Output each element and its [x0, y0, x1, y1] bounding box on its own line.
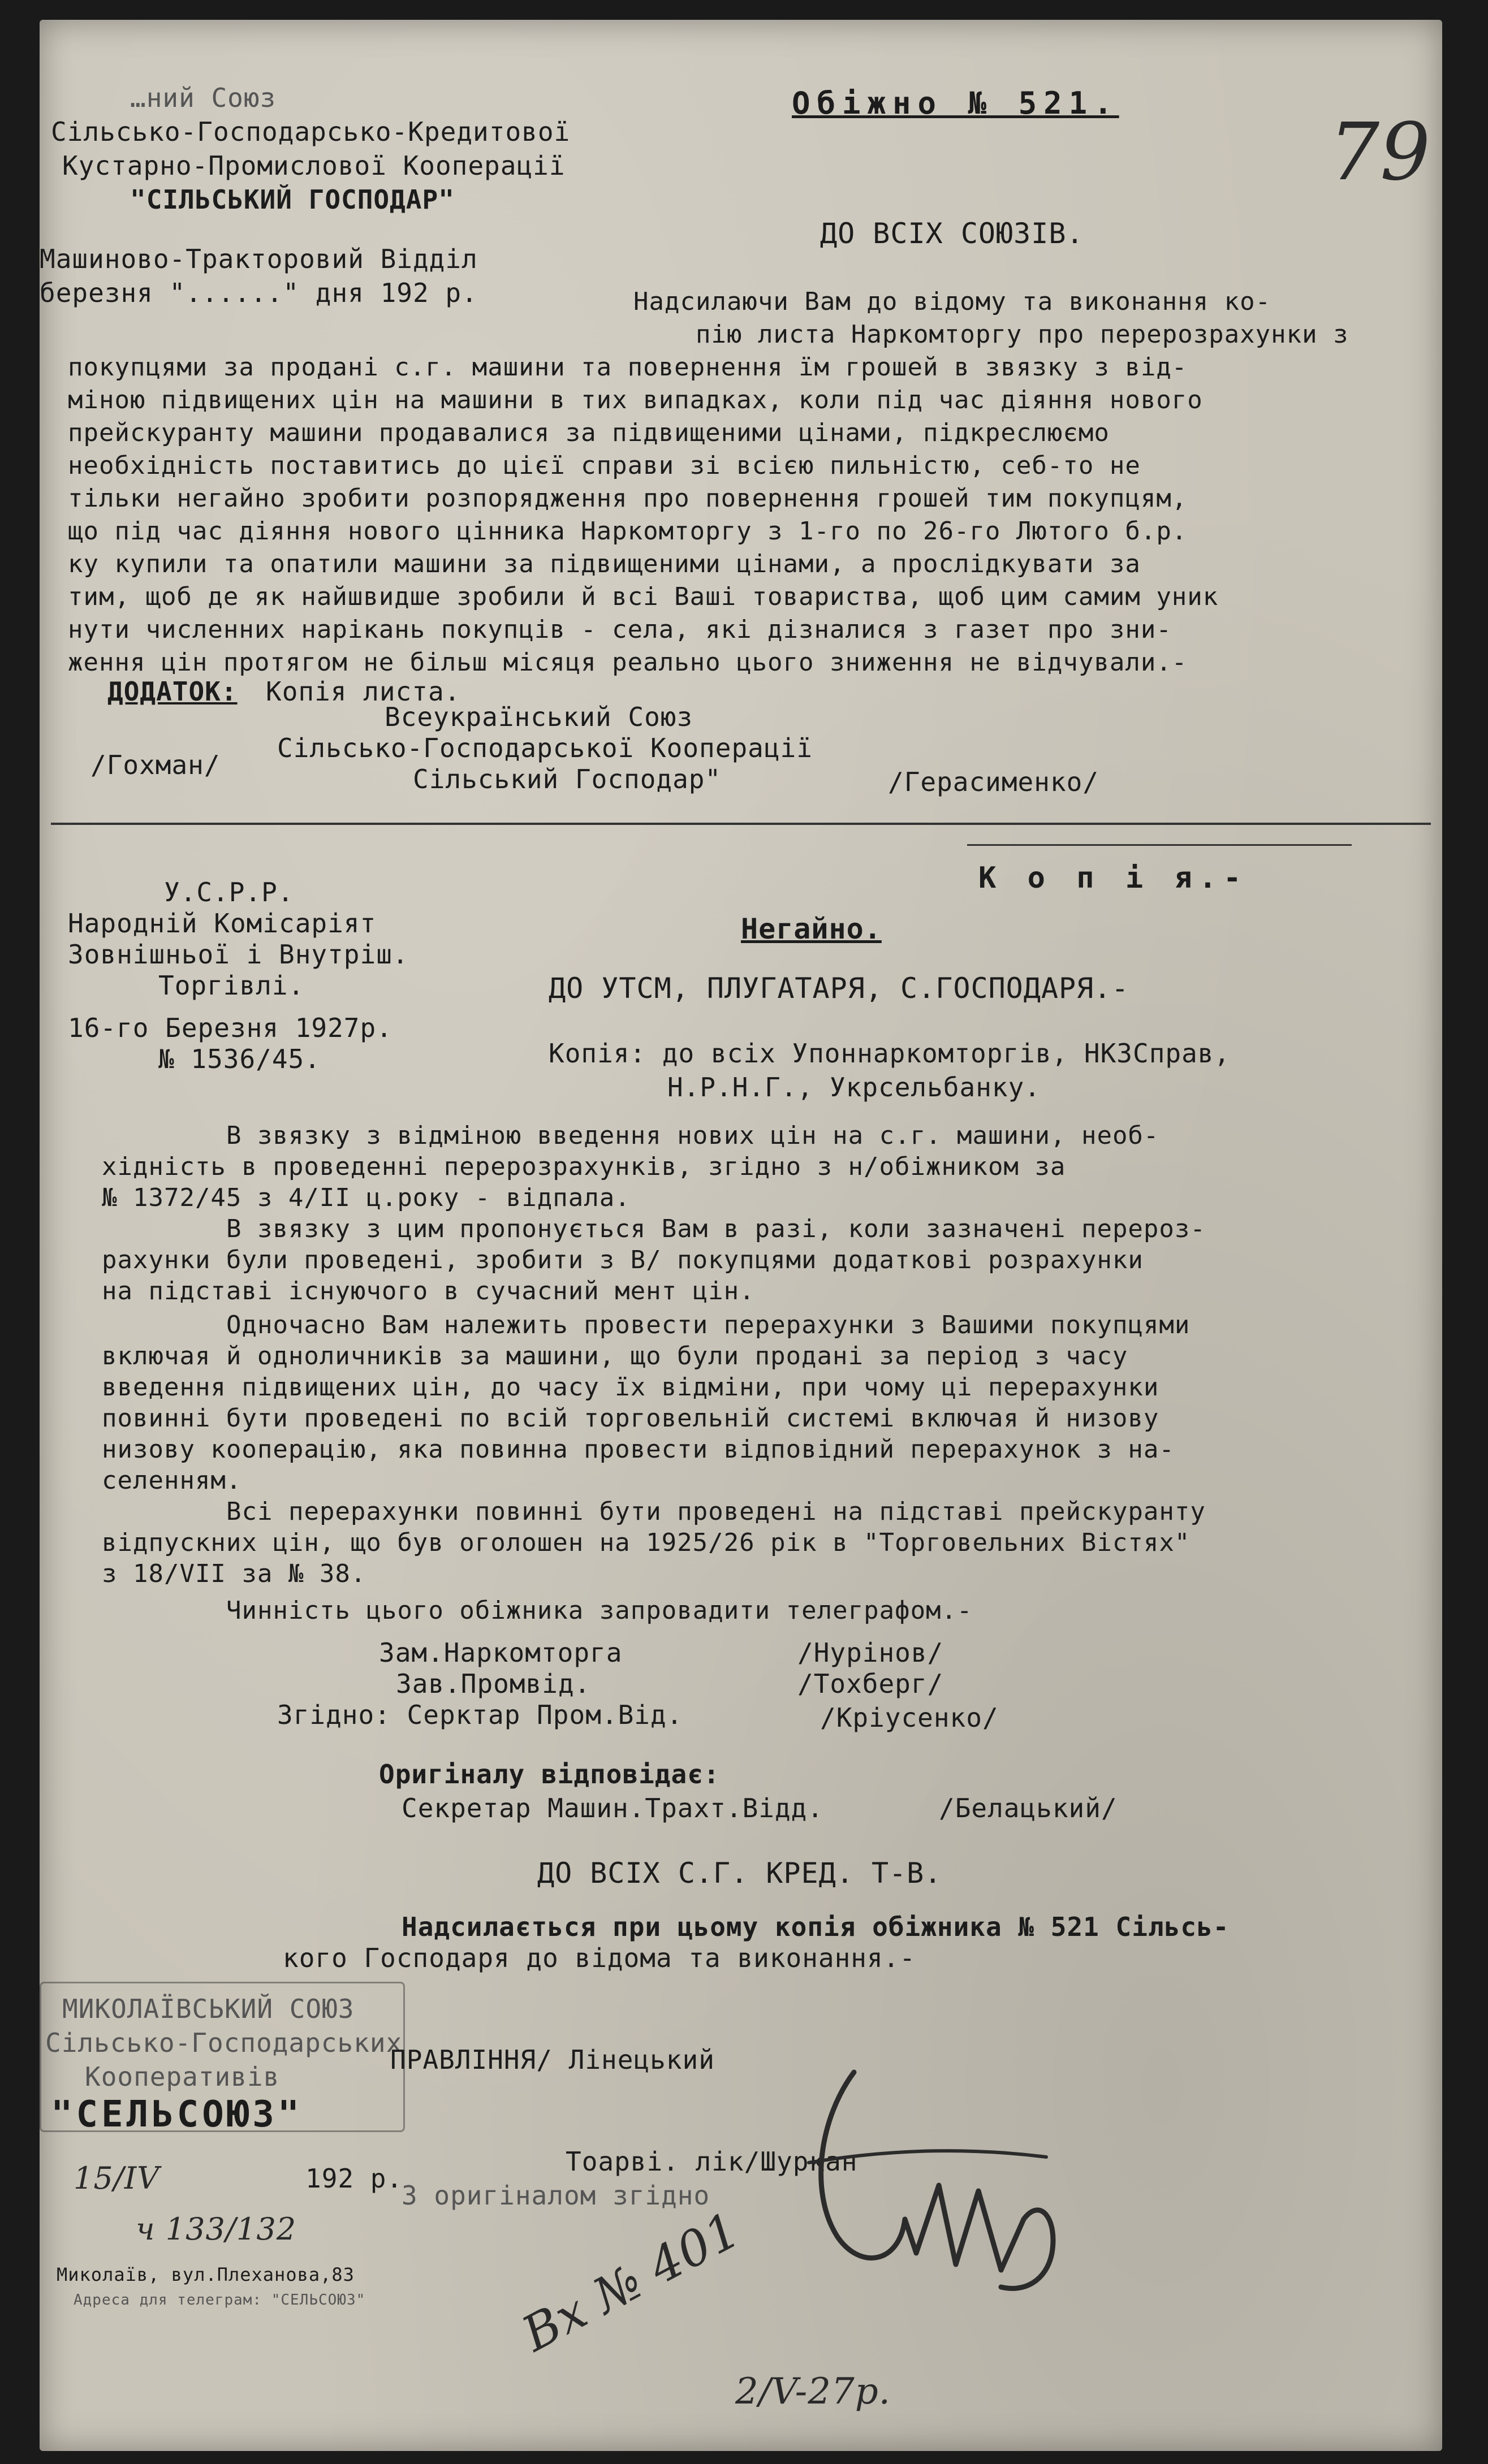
letterhead-line-6: березня "......" дня 192 р.: [40, 278, 478, 308]
copy-sign-name-1: /Нурінов/: [797, 1637, 944, 1668]
copy-header-1: У.С.Р.Р.: [164, 877, 294, 907]
with-original-note: З оригіналом згідно: [402, 2180, 710, 2211]
copy-label-rule: [967, 844, 1352, 846]
cover-sign-right: /Герасименко/: [888, 767, 1099, 797]
copy-body-line-12: селенням.: [102, 1466, 242, 1495]
original-name: /Белацький/: [939, 1793, 1118, 1823]
letterhead-line-2: Сільсько-Господарсько-Кредитової: [51, 116, 571, 147]
copy-body-line-4: В звязку з цим пропонується Вам в разі, коли зазначені перероз-: [226, 1214, 1206, 1243]
copy-body-line-8: включая й одноличників за машини, що були продані за період з часу: [102, 1342, 1128, 1371]
copy-sign-name-2: /Тохберг/: [797, 1668, 944, 1699]
addressee: ДО ВСІХ СОЮЗІВ.: [820, 217, 1084, 250]
copy-body-line-2: хідність в проведенні перерозрахунків, згідно з н/обіжником за: [102, 1152, 1066, 1181]
circular-number: Обіжно № 521.: [792, 85, 1119, 121]
original-secretary: Секретар Машин.Трахт.Відд.: [402, 1793, 824, 1823]
cover-sign-org-2: Сільсько-Господарської Кооперації: [277, 733, 813, 763]
copy-header-4: Торгівлі.: [158, 970, 305, 1001]
copy-body-line-7: Одночасно Вам належить провести перерахунки з Вашими покупцями: [226, 1311, 1191, 1339]
copy-body-line-9: введення підвищених цін, до часу їх відміни, при чому ці перерахунки: [102, 1373, 1159, 1402]
copy-body-line-16: Чинність цього обіжника запровадити телеграфом.-: [226, 1596, 973, 1625]
letterhead-line-1: …ний Союз: [130, 83, 277, 113]
copy-body-line-5: рахунки були проведені, зробити з В/ покупцями додаткові розрахунки: [102, 1246, 1144, 1274]
incoming-date: 2/V-27р.: [735, 2371, 891, 2413]
cover-body-line-4: міною підвищених цін на машини в тих випадках, коли під час діяння нового: [68, 386, 1203, 414]
stamp-line-2: Сільсько-Господарських: [45, 2028, 403, 2058]
copy-body-line-15: з 18/VІІ за № 38.: [102, 1559, 366, 1588]
attachment-text: Копія листа.: [266, 676, 461, 707]
letterhead-line-5: Машиново-Тракторовий Відділ: [40, 244, 478, 274]
cover-body-line-6: необхідність поставитись до цієї справи зі всією пильністю, себ-то не: [68, 451, 1141, 480]
letterhead-line-4: "СІЛЬСЬКИЙ ГОСПОДАР": [130, 184, 455, 215]
copy-addressee: ДО УТСМ, ПЛУГАТАРЯ, С.ГОСПОДАРЯ.-: [549, 972, 1129, 1005]
cover-body-line-8: що під час діяння нового цінника Наркомторгу з 1-го по 26-го Лютого б.р.: [68, 517, 1188, 546]
treasurer-signature: Тоарві. лік/Шуркан: [566, 2146, 858, 2177]
cred-addressee: ДО ВСІХ С.Г. КРЕД. Т-В.: [537, 1857, 942, 1890]
cover-body-line-1: Надсилаючи Вам до відому та виконання ко-: [633, 287, 1271, 316]
section-divider: [51, 823, 1431, 825]
copy-body-line-3: № 1372/45 з 4/ІІ ц.року - відпала.: [102, 1183, 631, 1212]
incoming-number: Вх № 401: [513, 2201, 750, 2363]
cover-body-line-10: тим, щоб де як найшвидше зробили й всі Ваші товариства, щоб цим самим уник: [68, 582, 1219, 611]
copy-body-line-11: низову кооперацію, яка повинна провести відповідний перерахунок з на-: [102, 1435, 1175, 1464]
copy-body-line-1: В звязку з відміною введення нових цін на с.г. машини, необ-: [226, 1121, 1159, 1150]
cred-body-line-2: кого Господаря до відома та виконання.-: [283, 1943, 916, 1973]
copy-to-line-2: Н.Р.Н.Г., Укрсельбанку.: [667, 1072, 1041, 1103]
original-conforms: Оригіналу відповідає:: [379, 1759, 720, 1789]
copy-header-2: Народній Комісаріят: [68, 908, 377, 939]
cred-body-line-1: Надсилається при цьому копія обіжника № 521 Сільсь-: [402, 1912, 1230, 1942]
cover-body-line-2: пію листа Наркомторгу про перерозрахунки з: [696, 320, 1349, 349]
stamp-line-1: МИКОЛАЇВСЬКИЙ СОЮЗ: [62, 1994, 355, 2024]
stamp-year: 192 р.: [305, 2163, 403, 2194]
copy-sign-role-1: Зам.Наркомторга: [379, 1637, 623, 1668]
stamp-line-3: Кооперативів: [85, 2061, 280, 2092]
cover-body-line-5: прейскуранту машини продавалися за підвищеними цінами, підкреслюємо: [68, 418, 1110, 447]
document-page: [40, 20, 1442, 2451]
copy-header-3: Зовнішньої і Внутріш.: [68, 939, 409, 970]
copy-sign-role-3: Згідно: Серктар Пром.Від.: [277, 1700, 683, 1730]
handwritten-signature-icon: [786, 2050, 1080, 2310]
urgent-mark: Негайно.: [741, 913, 882, 945]
cover-body-line-7: тільки негайно зробити розпорядження про повернення грошей тим покупцям,: [68, 484, 1188, 513]
stamp-telegram: Адреса для телеграм: "СЕЛЬСОЮЗ": [74, 2292, 366, 2309]
stamp-line-4: "СЕЛЬСОЮЗ": [51, 2094, 303, 2136]
copy-body-line-10: повинні бути проведені по всій торговельній системі включая й низову: [102, 1404, 1159, 1433]
board-signature: ПРАВЛІННЯ/ Лінецький: [390, 2044, 715, 2075]
stamp-address: Миколаїв, вул.Плеханова,83: [57, 2264, 355, 2285]
copy-to-line-1: Копія: до всіх Упоннаркомторгів, НКЗСправ,: [549, 1038, 1231, 1069]
copy-sign-name-3: /Кріусенко/: [820, 1702, 999, 1733]
cover-body-line-9: ку купили та опатили машини за підвищеними цінами, а прослідкувати за: [68, 550, 1141, 578]
cover-sign-org-3: Сільський Господар": [413, 764, 722, 794]
copy-header-5: 16-го Березня 1927р.: [68, 1013, 393, 1043]
copy-body-line-13: Всі перерахунки повинні бути проведені на підставі прейскуранту: [226, 1497, 1206, 1526]
cover-sign-org-1: Всеукраїнський Союз: [385, 702, 693, 732]
stamp-number: ч 133/132: [136, 2211, 297, 2247]
stamp-date: 15/IV: [74, 2160, 160, 2196]
cover-sign-left: /Гохман/: [90, 750, 221, 780]
cover-body-line-12: ження цін протягом не більш місяця реально цього зниження не відчували.-: [68, 648, 1188, 677]
copy-header-6: № 1536/45.: [158, 1044, 321, 1074]
copy-label: К о п і я.-: [978, 861, 1248, 895]
attachment-label: ДОДАТОК:: [107, 676, 238, 707]
copy-sign-role-2: Зав.Промвід.: [396, 1668, 591, 1699]
copy-body-line-14: відпускних цін, що був оголошен на 1925/26 рік в "Торговельних Вістях": [102, 1528, 1191, 1557]
margin-pencil-mark: 79: [1329, 106, 1431, 198]
copy-body-line-6: на підставі існуючого в сучасний мент цін.: [102, 1277, 755, 1306]
letterhead-line-3: Кустарно-Промислової Кооперації: [62, 150, 566, 181]
cover-body-line-3: покупцями за продані с.г. машини та повернення їм грошей в звязку з від-: [68, 353, 1188, 382]
cover-body-line-11: нути численних нарікань покупців - села, які дізналися з газет про зни-: [68, 615, 1172, 644]
